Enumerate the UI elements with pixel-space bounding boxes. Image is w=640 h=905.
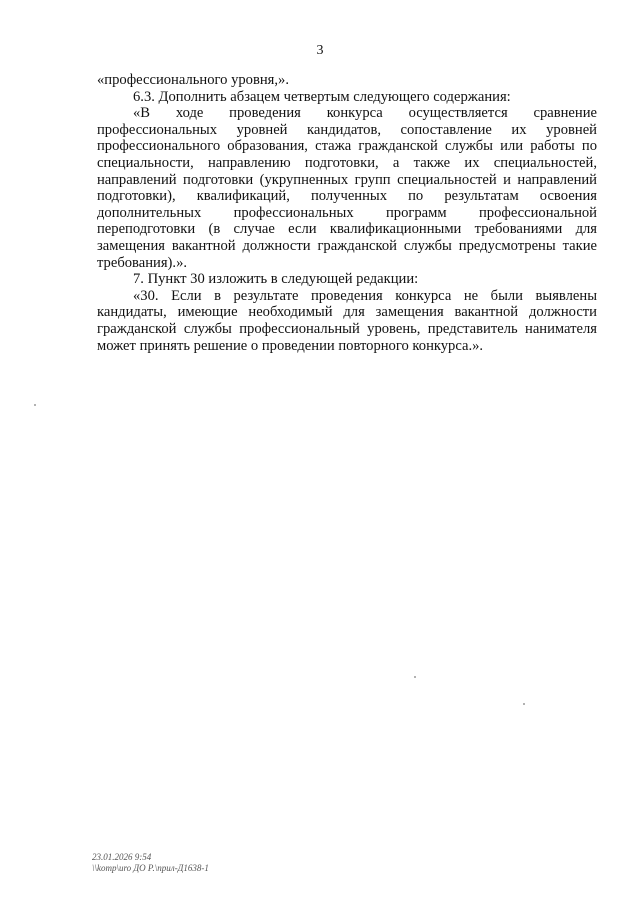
page-number: 3 [316,43,324,58]
paragraph-quote-30: «30. Если в результате проведения конкурса не были выявлены кандидаты, имеющие необходимый для замещения вакантной должности гражданской службы профессиональный уровень, представитель нанимателя может принять решение о проведении повторного конкурса.». [97,287,597,354]
print-footer [92,852,209,874]
document-body [97,72,597,354]
paragraph-quote-competition: «В ходе проведения конкурса осуществляется сравнение профессиональных уровней кандидатов, сопоставление их уровней профессионального образования, стажа гражданской службы или работы по специальности, направлению подготовки, а также их специальностей, направлений подготовки (укрупненных групп специальностей и направлений подготовки), квалификаций, полученных по результатам освоения дополнительных профессиональных программ профессиональной переподготовки (в случае если квалификационными требованиями для замещения вакантной должности гражданской службы предусмотрены такие требования).». [97,105,597,271]
paragraph-7: 7. Пункт 30 изложить в следующей редакции: [133,271,419,288]
scan-speck [34,404,36,406]
footer-timestamp: 23.01.2026 9:54 [92,852,152,862]
footer-file-path: \\komp\uro ДО Р.\прил-Д1638-1 [92,863,209,873]
paragraph-continuation: «профессионального уровня,». [97,72,289,88]
scan-speck [523,703,525,705]
scan-speck [414,676,416,678]
paragraph-6-3: 6.3. Дополнить абзацем четвертым следующего содержания: [133,88,511,105]
